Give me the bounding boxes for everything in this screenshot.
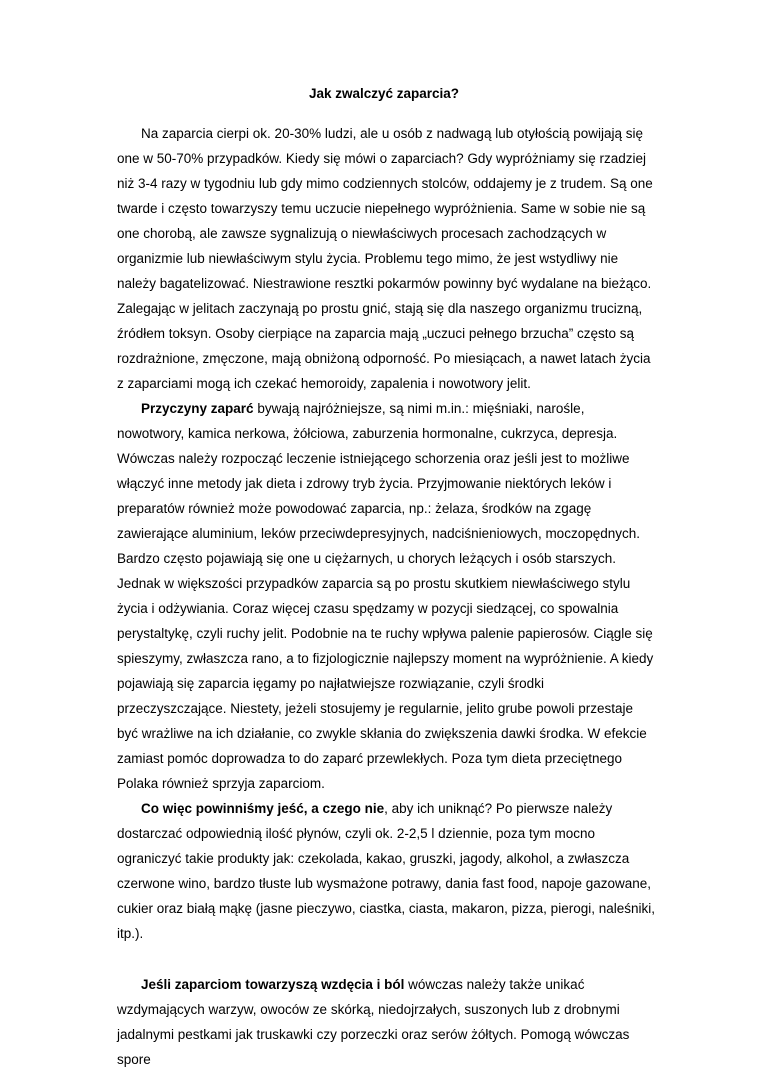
document-body bbox=[117, 121, 655, 1072]
paragraph-intro-text: Na zaparcia cierpi ok. 20-30% ludzi, ale u osób z nadwagą lub otyłością powijają się one w 50-70% przypadków. Kiedy się mówi o zaparciach? Gdy wypróżniamy się rzadziej niż 3-4 razy w tygodniu lub gdy mimo codziennych stolców, oddajemy je z trudem. Są one twarde i często towarzyszy temu uczucie niepełnego wypróżnienia. Same w sobie nie są one chorobą, ale zawsze sygnalizują o niewłaściwych procesach zachodzących w organizmie lub niewłaściwym stylu życia. Problemu tego mimo, że jest wstydliwy nie należy bagatelizować. Niestrawione resztki pokarmów powinny być wydalane na bieżąco. Zalegając w jelitach zaczynają po prostu gnić, stają się dla naszego organizmu trucizną, źródłem toksyn. Osoby cierpiące na zaparcia mają „uczuci pełnego brzucha” często są rozdrażnione, zmęczone, mają obniżoną odporność. Po miesiącach, a nawet latach życia z zaparciami mogą ich czekać hemoroidy, zapalenia i nowotwory jelit. bbox=[117, 126, 653, 391]
paragraph-bloating-lead: Jeśli zaparciom towarzyszą wzdęcia i ból bbox=[141, 977, 405, 992]
paragraph-diet-lead: Co więc powinniśmy jeść, a czego nie bbox=[141, 801, 385, 816]
paragraph-bloating bbox=[117, 972, 655, 1072]
document-title: Jak zwalczyć zaparcia? bbox=[308, 86, 460, 101]
paragraph-causes-lead: Przyczyny zaparć bbox=[141, 401, 254, 416]
paragraph-causes-text: bywają najróżniejsze, są nimi m.in.: mięśniaki, narośle, nowotwory, kamica nerkowa, żółciowa, zaburzenia hormonalne, cukrzyca, depresja. Wówczas należy rozpocząć leczenie istniejącego schorzenia oraz jeśli jest to możliwe włączyć inne metody jak dieta i zdrowy tryb życia. Przyjmowanie niektórych leków i preparatów również może powodować zaparcia, np.: żelaza, środków na zgagę zawierające aluminium, leków przeciwdepresyjnych, nadciśnieniowych, moczopędnych. Bardzo często pojawiają się one u ciężarnych, u chorych leżących i osób starszych. Jednak w większości przypadków zaparcia są po prostu skutkiem niewłaściwego stylu życia i odżywiania. Coraz więcej czasu spędzamy w pozycji siedzącej, co spowalnia perystaltykę, czyli ruchy jelit. Podobnie na te ruchy wpływa palenie papierosów. Ciągle się spieszymy, zwłaszcza rano, a to fizjologicznie najlepszy moment na wypróżnienie. A kiedy pojawiają się zaparcia ięgamy po najłatwiejsze rozwiązanie, czyli środki przeczyszczające. Niestety, jeżeli stosujemy je regularnie, jelito grube powoli przestaje być wrażliwe na ich działanie, co zwykle skłania do zwiększenia dawki środka. W efekcie zamiast pomóc doprowadza to do zaparć przewlekłych. Poza tym dieta przeciętnego Polaka również sprzyja zaparciom. bbox=[117, 401, 654, 791]
paragraph-causes bbox=[117, 396, 655, 796]
paragraph-intro bbox=[117, 121, 655, 396]
paragraph-diet-text: , aby ich uniknąć? Po pierwsze należy dostarczać odpowiednią ilość płynów, czyli ok. 2-2,5 l dziennie, poza tym mocno ograniczyć takie produkty jak: czekolada, kakao, gruszki, jagody, alkohol, a zwłaszcza czerwone wino, bardzo tłuste lub wysmażone potrawy, dania fast food, napoje gazowane, cukier oraz białą mąkę (jasne pieczywo, ciastka, ciasta, makaron, pizza, pierogi, naleśniki, itp.). bbox=[117, 801, 655, 941]
paragraph-bloating-text: wówczas należy także unikać wzdymających warzyw, owoców ze skórką, niedojrzałych, suszonych lub z drobnymi jadalnymi pestkami jak truskawki czy porzeczki oraz serów żółtych. Pomogą wówczas spore bbox=[117, 977, 630, 1067]
paragraph-diet bbox=[117, 796, 655, 946]
